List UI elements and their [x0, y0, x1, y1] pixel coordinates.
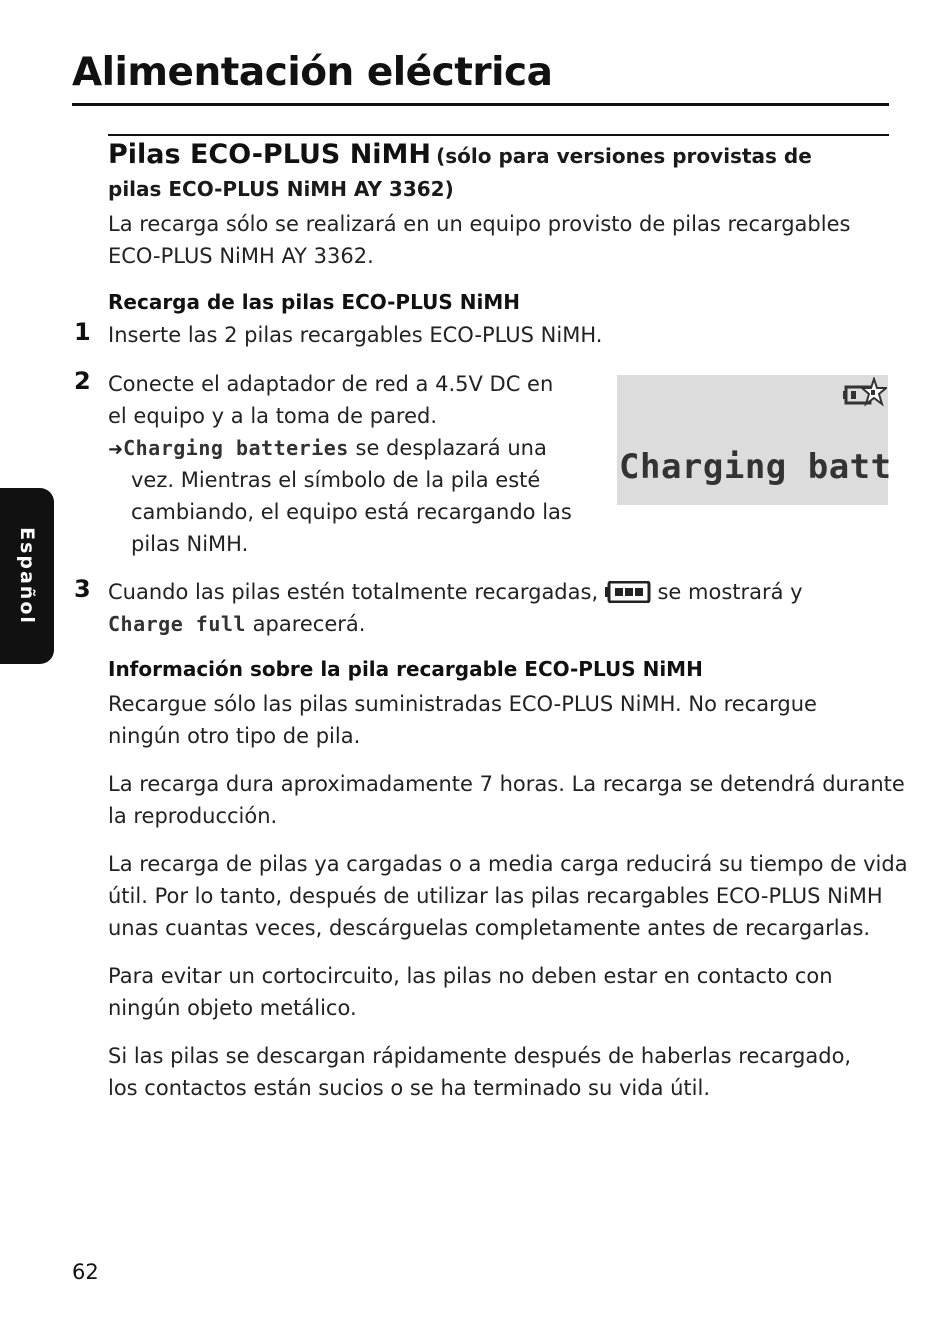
info-paragraph-line: ningún otro tipo de pila. — [108, 724, 361, 748]
page-title: Alimentación eléctrica — [72, 50, 553, 95]
info-paragraph-line: Si las pilas se descargan rápidamente después de haberlas recargado, — [108, 1044, 852, 1068]
step-text-line — [108, 576, 803, 612]
battery-charging-icon — [843, 377, 887, 413]
step-text: cambiando, el equipo está recargando las — [131, 500, 572, 524]
step-text: Cuando las pilas estén totalmente recargadas, — [108, 580, 605, 604]
section-heading-paren-line2: pilas ECO-PLUS NiMH AY 3362) — [108, 177, 454, 201]
battery-full-icon — [605, 580, 651, 612]
info-paragraph-line: La recarga de pilas ya cargadas o a media carga reducirá su tiempo de vida — [108, 852, 908, 876]
language-tab — [0, 488, 54, 664]
info-paragraph-line: Recargue sólo las pilas suministradas ECO-PLUS NiMH. No recargue — [108, 692, 817, 716]
step-number: 1 — [74, 318, 91, 346]
step-text: vez. Mientras el símbolo de la pila esté — [131, 468, 541, 492]
recharge-heading: Recarga de las pilas ECO-PLUS NiMH — [108, 290, 520, 314]
step-text: Conecte el adaptador de red a 4.5V DC en — [108, 372, 554, 396]
section-heading-main: Pilas ECO-PLUS NiMH — [108, 139, 432, 170]
intro-line: La recarga sólo se realizará en un equipo provisto de pilas recargables — [108, 212, 851, 236]
lcd-display-text: Charging batt — [619, 447, 892, 487]
info-paragraph-line: útil. Por lo tanto, después de utilizar las pilas recargables ECO-PLUS NiMH — [108, 884, 883, 908]
step-text-line — [108, 608, 365, 640]
page-number: 62 — [72, 1260, 99, 1284]
title-rule — [72, 103, 889, 106]
step-text: aparecerá. — [245, 612, 366, 636]
intro-line: ECO-PLUS NiMH AY 3362. — [108, 244, 374, 268]
step-text: Inserte las 2 pilas recargables ECO-PLUS NiMH. — [108, 323, 603, 347]
language-tab-label: Español — [16, 527, 38, 625]
step-text: se mostrará y — [650, 580, 803, 604]
section-heading-paren: (sólo para versiones provistas de — [436, 144, 812, 168]
info-paragraph-line: ningún objeto metálico. — [108, 996, 357, 1020]
step-result-line — [108, 432, 547, 466]
arrow-icon: ➜ — [108, 439, 124, 460]
step-number: 2 — [74, 367, 91, 395]
step-text: el equipo y a la toma de pared. — [108, 404, 438, 428]
step-text: se desplazará una — [348, 436, 547, 460]
info-paragraph-line: unas cuantas veces, descárguelas completamente antes de recargarlas. — [108, 916, 871, 940]
info-paragraph-line: los contactos están sucios o se ha terminado su vida útil. — [108, 1076, 710, 1100]
info-paragraph-line: La recarga dura aproximadamente 7 horas. La recarga se detendrá durante — [108, 772, 905, 796]
info-paragraph-line: Para evitar un cortocircuito, las pilas no deben estar en contacto con — [108, 964, 833, 988]
lcd-display — [617, 375, 892, 505]
lcd-text-inline: Charge full — [108, 612, 246, 636]
info-paragraph-line: la reproducción. — [108, 804, 278, 828]
lcd-text-inline: Charging batteries — [123, 436, 349, 460]
info-heading: Información sobre la pila recargable ECO-PLUS NiMH — [108, 657, 703, 681]
section-heading — [108, 139, 812, 170]
step-number: 3 — [74, 575, 91, 603]
step-text: pilas NiMH. — [131, 532, 249, 556]
section-rule — [108, 134, 889, 136]
